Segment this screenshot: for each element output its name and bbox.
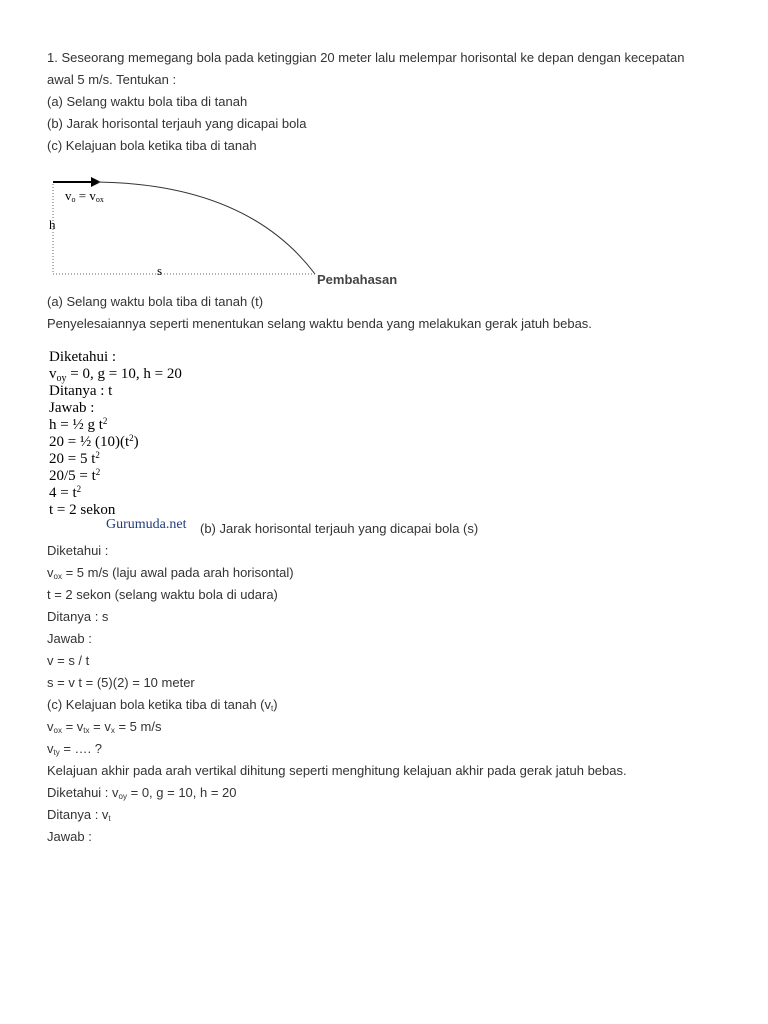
part-c-explain: Kelajuan akhir pada arah vertikal dihitung seperti menghitung kelajuan akhir pada gerak jatuh bebas.	[47, 763, 627, 778]
solution-ditanya: Ditanya : t	[49, 383, 113, 399]
solution-eq-2: 20 = ½ $(10)(t^2)$	[49, 433, 139, 450]
part-c-vox: $v_{ox} = v_{tx} = v_x = 5$ m/s	[47, 719, 162, 735]
height-label: h	[49, 217, 56, 232]
solution-jawab: Jawab :	[49, 400, 95, 416]
pembahasan-heading: Pembahasan	[317, 272, 398, 287]
gurumuda-watermark: Gurumuda.net	[106, 517, 187, 532]
part-b-jawab: Jawab :	[47, 631, 92, 646]
part-a-title: (a) Selang waktu bola tiba di tanah (t)	[47, 294, 264, 309]
solution-diketahui: Diketahui :	[49, 349, 117, 365]
solution-eq-1: h = ½ g $t^2$	[49, 416, 108, 433]
part-c-diketahui: Diketahui : $v_{oy} = 0$, g = 10, h = 20	[47, 785, 237, 801]
part-a-intro: Penyelesaiannya seperti menentukan selang waktu benda yang melakukan gerak jatuh bebas.	[47, 316, 592, 331]
part-b-vox: $v_{ox} = 5$ m/s (laju awal pada arah horisontal)	[47, 565, 294, 581]
solution-given: $v_{oy} = 0$, g = 10, h = 20	[49, 366, 182, 384]
part-b-title: (b) Jarak horisontal terjauh yang dicapai bola (s)	[200, 521, 479, 536]
solution-eq-4: $20/5 = t^2$	[49, 467, 101, 484]
part-c-ditanya: Ditanya : $v_t$	[47, 807, 111, 823]
trajectory-curve	[97, 182, 315, 274]
solution-eq-5: $4 = t^2$	[49, 484, 82, 501]
problem-line-2: awal 5 m/s. Tentukan :	[47, 72, 177, 87]
question-b: (b) Jarak horisontal terjauh yang dicapai bola	[47, 116, 307, 131]
part-c-jawab: Jawab :	[47, 829, 92, 844]
part-b-result: s = v t = (5)(2) = 10 meter	[47, 675, 195, 690]
question-c: (c) Kelajuan bola ketika tiba di tanah	[47, 138, 257, 153]
part-b-diketahui: Diketahui :	[47, 543, 109, 558]
part-c-vty: $v_{ty}$ = …. ?	[47, 741, 103, 757]
part-b-formula: v = s / t	[47, 653, 90, 668]
part-b-time: t = 2 sekon (selang waktu bola di udara)	[47, 587, 278, 602]
part-b-ditanya: Ditanya : s	[47, 609, 109, 624]
solution-eq-3: 20 = 5 $t^2$	[49, 450, 100, 467]
velocity-label: vo = vox	[65, 188, 104, 204]
part-c-title: (c) Kelajuan bola ketika tiba di tanah $(v_t)$	[47, 697, 278, 713]
distance-label: s	[157, 263, 163, 278]
solution-eq-6: t = 2 sekon	[49, 502, 116, 518]
problem-line-1: 1. Seseorang memegang bola pada ketinggian 20 meter lalu melempar horisontal ke depan dengan kecepatan	[47, 50, 685, 65]
question-a: (a) Selang waktu bola tiba di tanah	[47, 94, 248, 109]
